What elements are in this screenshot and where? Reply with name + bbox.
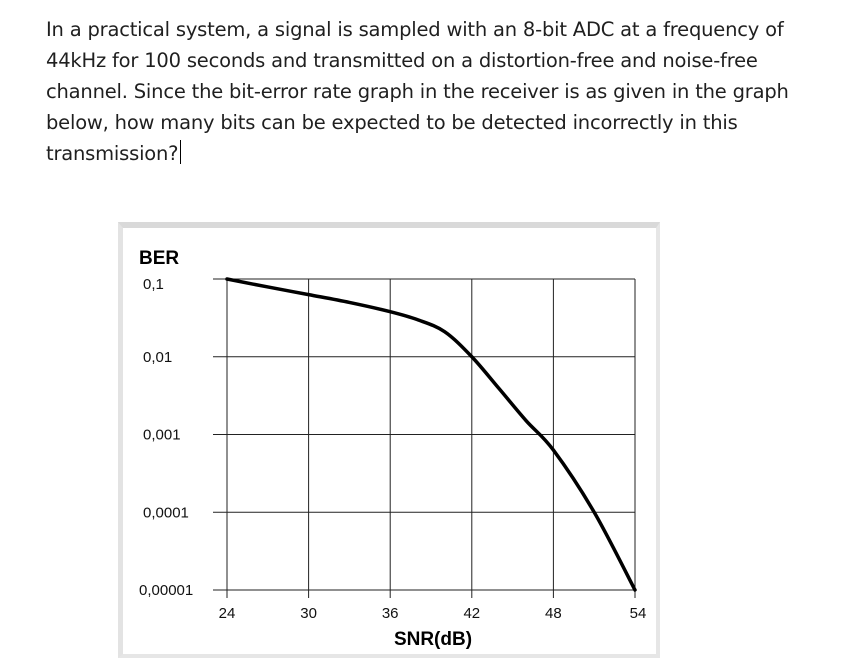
y-tick-label: 0,001 — [143, 426, 181, 444]
question-text — [46, 14, 836, 169]
x-tick-label: 48 — [545, 605, 562, 622]
x-tick-label: 42 — [463, 605, 481, 622]
grid-lines — [213, 279, 635, 598]
x-axis-title: SNR(dB) — [393, 629, 473, 650]
y-tick-label: 0,1 — [143, 276, 164, 293]
ber-chart-figure — [118, 222, 660, 658]
x-tick-label: 54 — [629, 605, 647, 622]
question-paragraph: In a practical system, a signal is sampled with an 8-bit ADC at a frequency of 44kHz for 100 seconds and transmitted on a distortion-free and noise-free channel. Since the bit-error rate graph in the receiver is as given in the graph below, how many bits can be expected to be detected incorrectly in this transmission? — [46, 18, 789, 165]
x-tick-label: 30 — [300, 605, 317, 622]
y-axis-title: BER — [139, 248, 180, 269]
text-cursor — [180, 140, 181, 164]
tick-labels — [139, 276, 646, 622]
x-tick-label: 24 — [218, 605, 236, 622]
ber-vs-snr-chart — [123, 228, 656, 654]
y-tick-label: 0,01 — [143, 348, 173, 366]
x-tick-label: 36 — [381, 605, 399, 622]
y-tick-label: 0,00001 — [139, 582, 194, 599]
y-tick-label: 0,0001 — [143, 504, 189, 522]
